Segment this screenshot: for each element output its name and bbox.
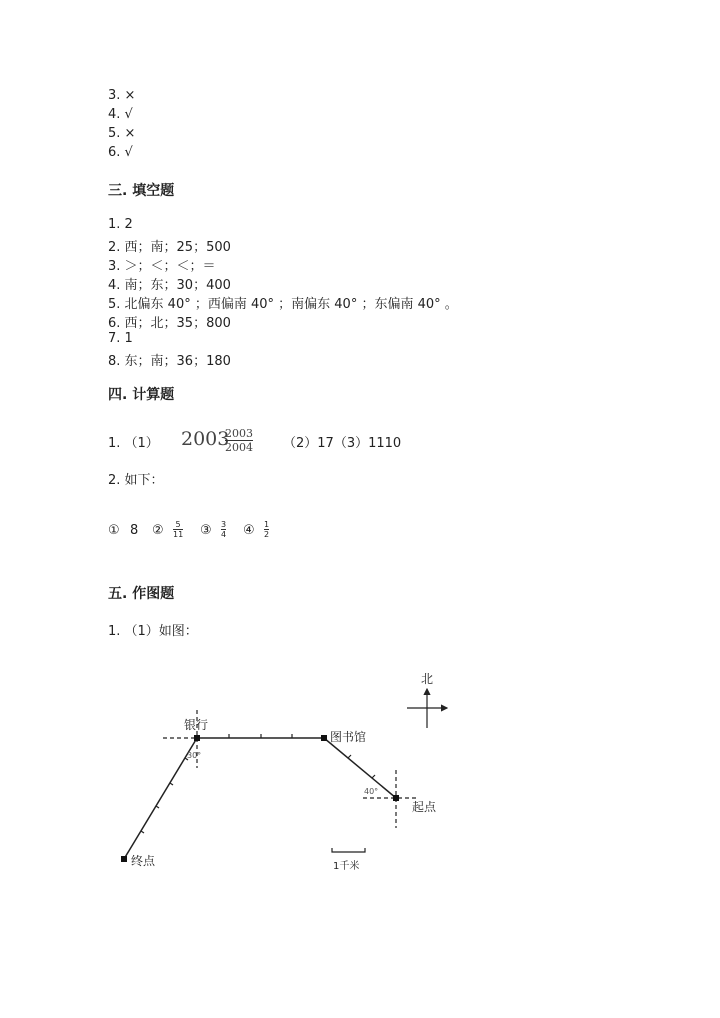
numerator: 1	[264, 520, 270, 529]
fill-answer: 3. ＞；＜；＜；＝	[108, 259, 216, 274]
answer-value: 8	[130, 523, 139, 538]
answer-mark: ③	[200, 523, 212, 538]
denominator: 11	[173, 530, 184, 539]
fill-answer: 4. 南；东；30；400	[108, 278, 231, 293]
numerator: 2003	[225, 427, 253, 440]
route-library-start	[324, 738, 396, 798]
fill-answer: 2. 西；南；25；500	[108, 240, 231, 255]
section-title: 三. 填空题	[108, 183, 175, 199]
angle-40-label: 40°	[364, 787, 379, 796]
library-label: 图书馆	[330, 730, 367, 744]
calc-q1-rest: （2）17（3）1110	[283, 436, 402, 451]
section-title: 五. 作图题	[108, 586, 175, 602]
judge-answer: 5. ×	[108, 126, 136, 141]
judge-answer: 3. ×	[108, 88, 136, 103]
fill-answer: 1. 2	[108, 217, 133, 232]
answer-mark: ④	[243, 523, 255, 538]
judge-answer: 4. √	[108, 107, 133, 122]
angle-30-label: 30°	[187, 751, 202, 760]
calc-q1-prefix: 1. （1）	[108, 436, 159, 451]
numerator: 3	[221, 520, 227, 529]
fill-answer: 7. 1	[108, 331, 133, 346]
numerator: 5	[173, 520, 183, 530]
judge-answer: 6. √	[108, 145, 133, 160]
section-title: 四. 计算题	[108, 387, 175, 403]
answer-mark: ②	[152, 523, 164, 538]
start-label: 起点	[412, 800, 437, 814]
scale-bar	[332, 848, 365, 852]
denominator: 2004	[225, 441, 253, 454]
calc-q2: 2. 如下：	[108, 473, 164, 488]
end-label: 终点	[131, 854, 156, 868]
mixed-number-whole: 2003	[181, 428, 230, 450]
draw-q1: 1. （1）如图：	[108, 624, 198, 639]
fill-answer: 8. 东；南；36；180	[108, 354, 231, 369]
north-label: 北	[421, 672, 434, 686]
bank-label: 银行	[184, 718, 209, 732]
denominator: 2	[264, 530, 270, 539]
denominator: 4	[221, 530, 227, 539]
scale-label: 1千米	[333, 861, 360, 872]
fill-answer: 5. 北偏东 40° ；西偏南 40° ；南偏东 40° ；东偏南 40° 。	[108, 297, 458, 312]
fill-answer: 6. 西；北；35；800	[108, 316, 231, 331]
answer-mark: ①	[108, 523, 120, 538]
